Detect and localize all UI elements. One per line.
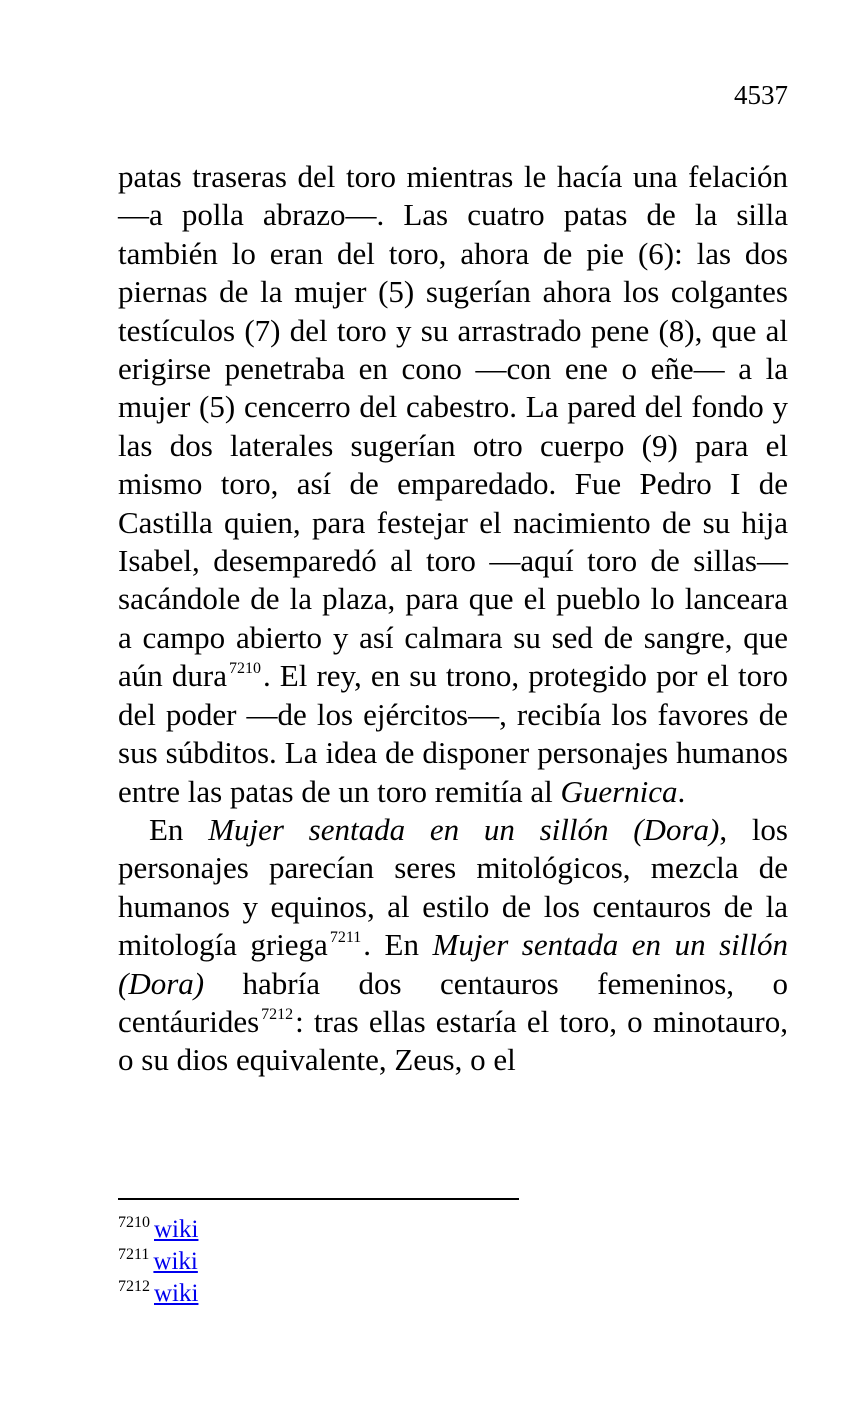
paragraph-2-text-cont: , los personajes parecían seres mitológicos, mezcla de humanos y equinos, al estilo de los centauros de la mitología griega xyxy=(118,811,788,963)
footnote-ref-7210[interactable]: 7210 xyxy=(228,660,261,678)
footnotes xyxy=(118,1214,198,1310)
paragraph-2-text-cont-4: : tras ellas estaría el toro, o minotauro, o su dios equivalente, Zeus, o el xyxy=(118,1003,788,1078)
footnote-7212 xyxy=(118,1278,198,1310)
artwork-title-guernica: Guernica xyxy=(560,773,678,809)
paragraph-2-text: En xyxy=(149,811,209,847)
footnote-number: 7210 xyxy=(118,1214,150,1231)
footnote-wiki-link[interactable]: wiki xyxy=(154,1216,199,1243)
paragraph-1 xyxy=(118,158,788,811)
footnote-wiki-link[interactable]: wiki xyxy=(153,1248,198,1275)
footnote-ref-7212[interactable]: 7212 xyxy=(261,1005,294,1023)
body-text xyxy=(118,158,788,1080)
artwork-title-dora: Mujer sentada en un sillón (Dora) xyxy=(208,811,720,847)
artwork-title-dora-2: Mujer sentada en un sillón (Dora) xyxy=(118,927,789,1001)
page-number: 4537 xyxy=(734,80,788,110)
paragraph-2 xyxy=(118,811,788,1080)
footnote-7211 xyxy=(118,1246,198,1278)
paragraph-2-text-cont-2: . En xyxy=(363,927,433,963)
footnote-ref-7211[interactable]: 7211 xyxy=(329,929,362,947)
footnote-divider xyxy=(118,1198,519,1200)
footnote-7210 xyxy=(118,1214,198,1246)
footnote-wiki-link[interactable]: wiki xyxy=(154,1280,199,1307)
footnote-number: 7211 xyxy=(118,1246,150,1263)
paragraph-1-text: patas traseras del toro mientras le hacía una felación —a polla abrazo—. Las cuatro patas de la silla también lo eran del toro, ahora de pie (6): las dos piernas de la mujer (5) sugerían ahora los colgantes testículos (7) del toro y su arrastrado pene (8), que al erigirse penetraba en cono —con ene o eñe— a la mujer (5) cencerro del cabestro. La pared del fondo y las dos laterales sugerían otro cuerpo (9) para el mismo toro, así de emparedado. Fue Pedro I de Castilla quien, para festejar el nacimiento de su hija Isabel, desemparedó al toro —aquí toro de sillas— sacándole de la plaza, para que el pueblo lo lanceara a campo abierto y así calmara su sed de sangre, que aún dura xyxy=(118,159,788,694)
paragraph-1-end: . xyxy=(677,773,686,809)
paragraph-1-text-cont: . El rey, en su trono, protegido por el toro del poder —de los ejércitos—, recibía los favores de sus súbditos. La idea de disponer personajes humanos entre las patas de un toro remitía al xyxy=(118,658,788,809)
footnote-number: 7212 xyxy=(118,1278,150,1295)
paragraph-2-text-cont-3: habría dos centauros femeninos, o centáurides xyxy=(118,965,788,1039)
